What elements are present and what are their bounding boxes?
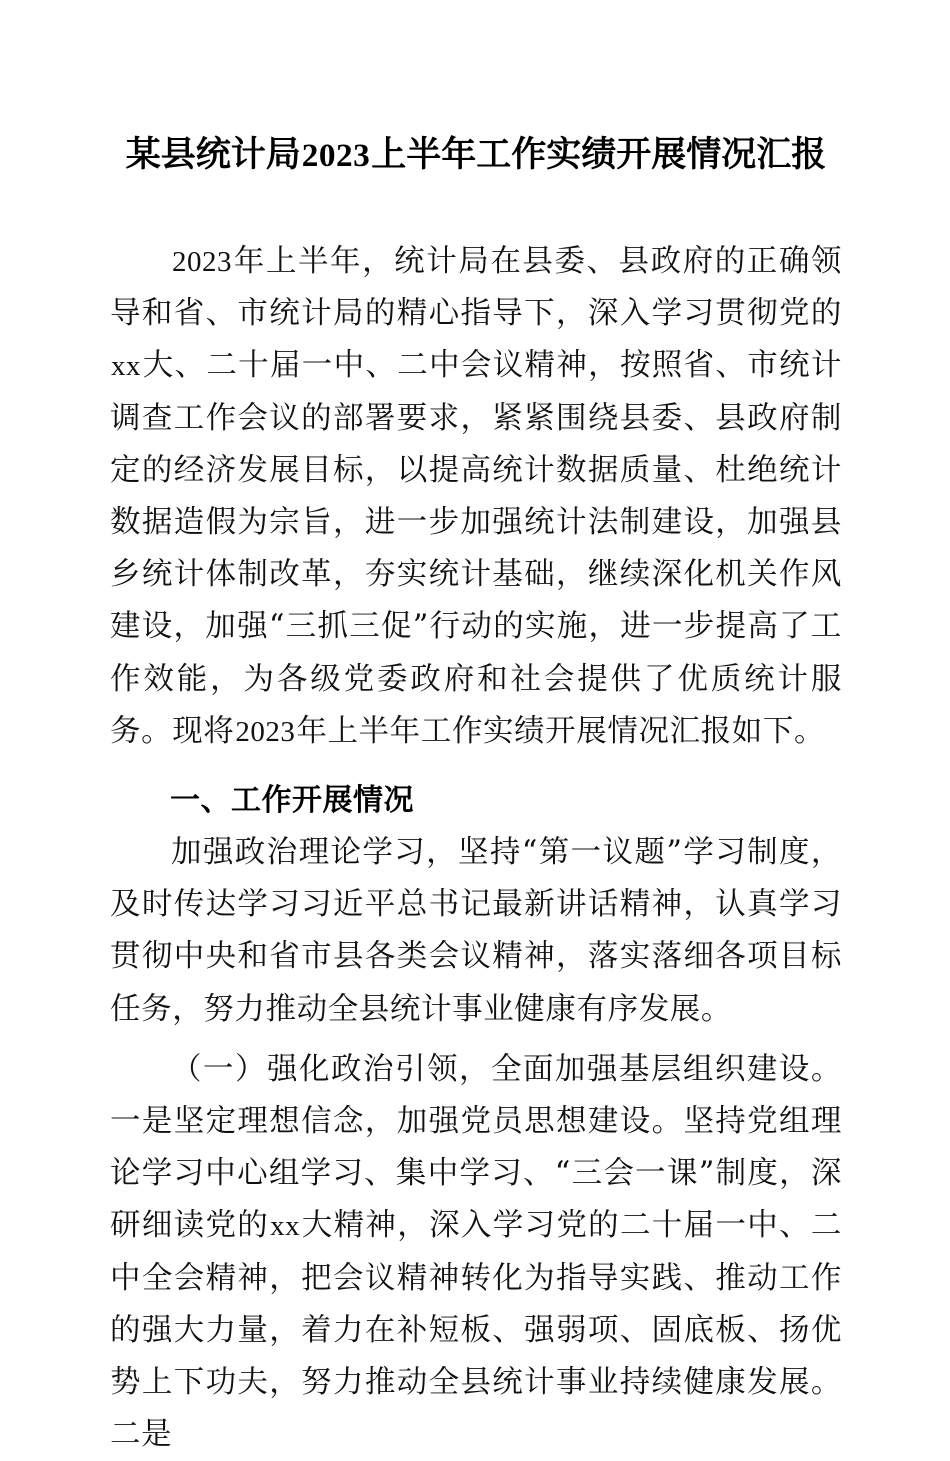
page-title: 某县统计局2023上半年工作实绩开展情况汇报 <box>125 135 827 174</box>
paragraph-body-2: （一）强化政治引领，全面加强基层组织建设。一是坚定理想信念，加强党员思想建设。坚持党组理论学习中心组学习、集中学习、“三会一课”制度，深研细读党的xx大精神，深入学习党的二十届一中、二中全会精神，把会议精神转化为指导实践、推动工作的强大力量，着力在补短板、强弱项、固底板、扬优势上下功夫，努力推动全县统计事业持续健康发展。二是 <box>110 1051 843 1453</box>
document-content <box>110 0 842 1461</box>
paragraph-intro: 2023年上半年，统计局在县委、县政府的正确领导和省、市统计局的精心指导下，深入学习贯彻党的xx大、二十届一中、二中会议精神，按照省、市统计调查工作会议的部署要求，紧紧围绕县委、县政府制定的经济发展目标，以提高统计数据质量、杜绝统计数据造假为宗旨，进一步加强统计法制建设，加强县乡统计体制改革，夯实统计基础，继续深化机关作风建设，加强“三抓三促”行动的实施，进一步提高了工作效能，为各级党委政府和社会提供了优质统计服务。现将2023年上半年工作实绩开展情况汇报如下。 <box>110 244 842 749</box>
paragraph-body-1: 加强政治理论学习，坚持“第一议题”学习制度，及时传达学习习近平总书记最新讲话精神，认真学习贯彻中央和省市县各类会议精神，落实落细各项目标任务，努力推动全县统计事业健康有序发展。 <box>110 835 842 1027</box>
section-heading-1: 一、工作开展情况 <box>170 784 414 818</box>
